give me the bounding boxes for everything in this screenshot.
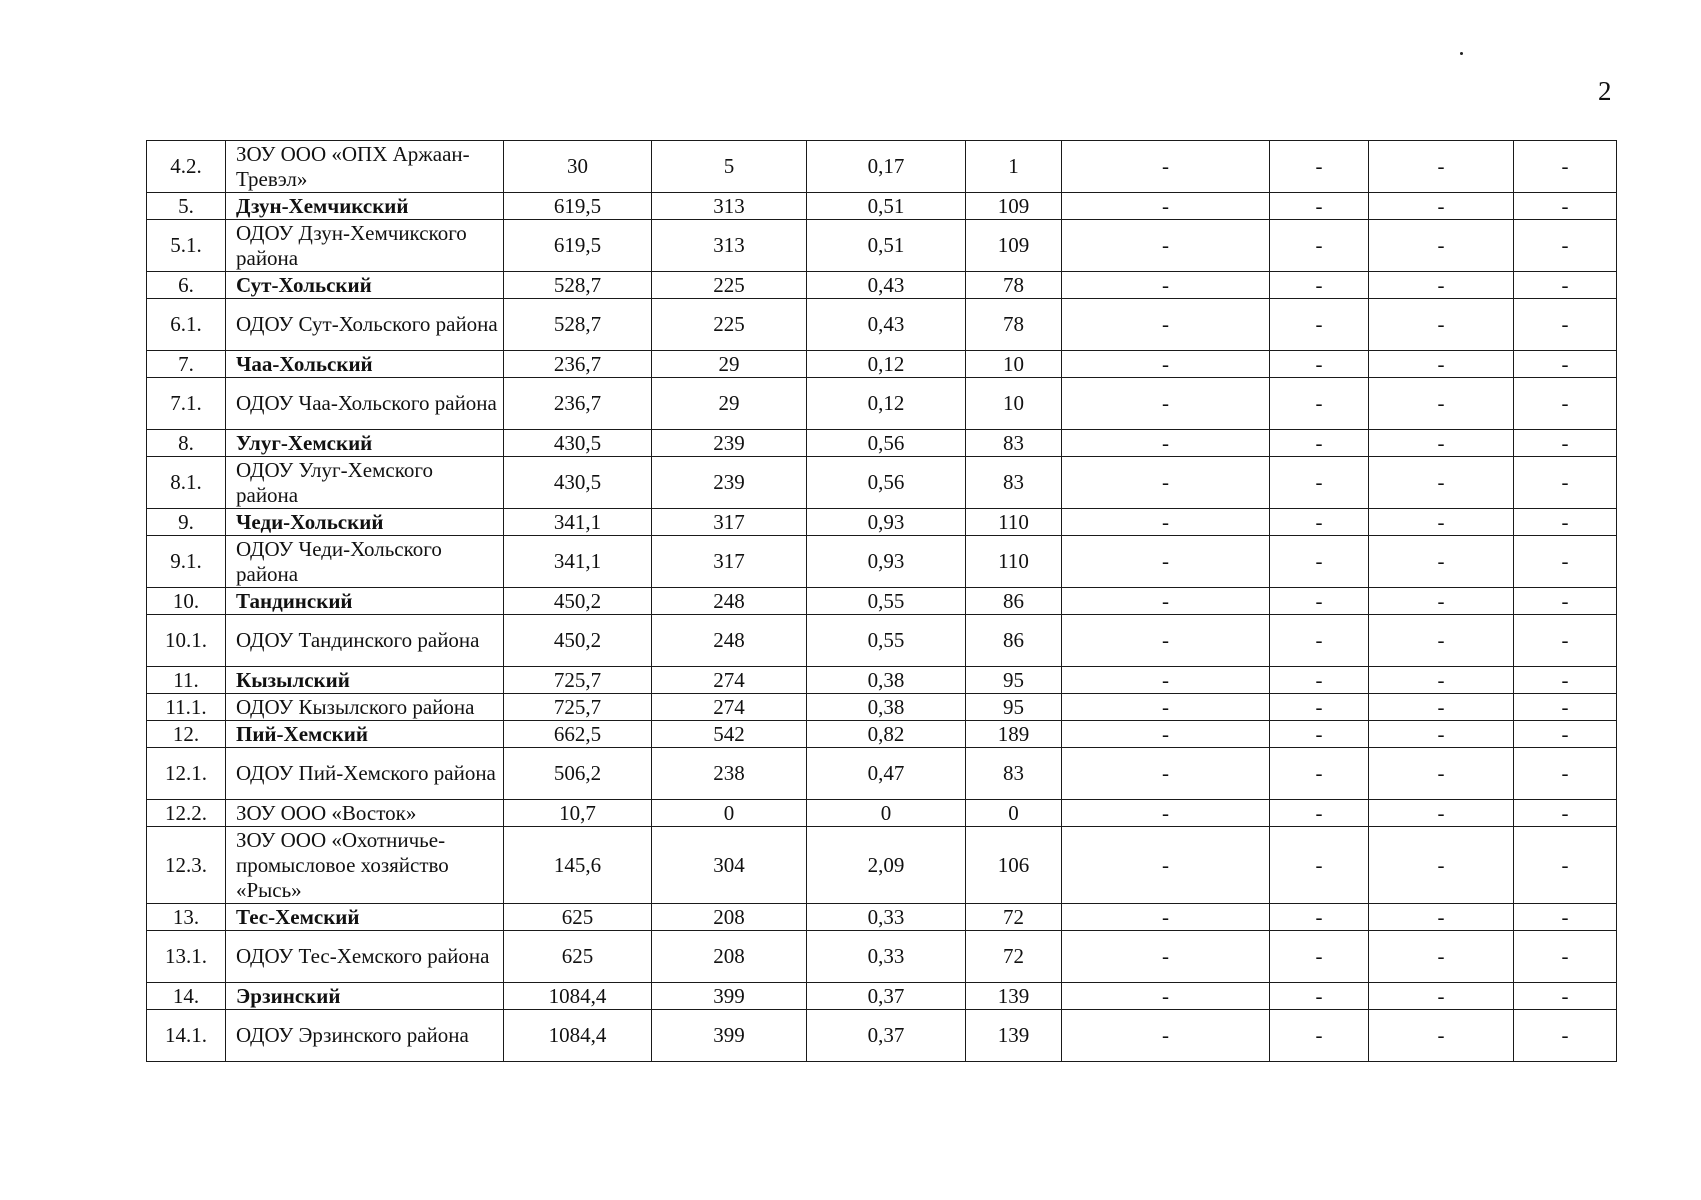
col5-cell: - (1062, 667, 1270, 694)
col5-cell: - (1062, 721, 1270, 748)
density-cell: 0,17 (807, 141, 966, 193)
density-cell: 0,51 (807, 193, 966, 220)
col7-cell: - (1369, 351, 1514, 378)
data-table (146, 140, 1617, 1062)
table-body (147, 141, 1617, 1062)
table-row (147, 588, 1617, 615)
quota-cell: 109 (966, 193, 1062, 220)
area-cell: 625 (504, 931, 652, 983)
col5-cell: - (1062, 272, 1270, 299)
table-row (147, 536, 1617, 588)
col6-cell: - (1270, 457, 1369, 509)
table-row (147, 299, 1617, 351)
quota-cell: 72 (966, 931, 1062, 983)
col5-cell: - (1062, 351, 1270, 378)
col7-cell: - (1369, 272, 1514, 299)
table-row (147, 220, 1617, 272)
density-cell: 0,37 (807, 983, 966, 1010)
density-cell: 0,47 (807, 748, 966, 800)
col7-cell: - (1369, 378, 1514, 430)
count-cell: 225 (652, 272, 807, 299)
row-number-cell: 6.1. (147, 299, 226, 351)
name-cell: ОДОУ Тандинского района (226, 615, 504, 667)
row-number-cell: 12.3. (147, 827, 226, 904)
count-cell: 313 (652, 193, 807, 220)
table-row (147, 667, 1617, 694)
name-cell: ОДОУ Кызылского района (226, 694, 504, 721)
col8-cell: - (1514, 588, 1617, 615)
area-cell: 528,7 (504, 272, 652, 299)
quota-cell: 78 (966, 272, 1062, 299)
table-row (147, 904, 1617, 931)
density-cell: 0,93 (807, 509, 966, 536)
col7-cell: - (1369, 1010, 1514, 1062)
name-cell: ОДОУ Эрзинского района (226, 1010, 504, 1062)
table-row (147, 378, 1617, 430)
col7-cell: - (1369, 983, 1514, 1010)
area-cell: 341,1 (504, 536, 652, 588)
col5-cell: - (1062, 430, 1270, 457)
table-row (147, 748, 1617, 800)
row-number-cell: 14.1. (147, 1010, 226, 1062)
col7-cell: - (1369, 931, 1514, 983)
count-cell: 248 (652, 588, 807, 615)
name-cell: ЗОУ ООО «Охотничье-промысловое хозяйство «Рысь» (226, 827, 504, 904)
col8-cell: - (1514, 509, 1617, 536)
col7-cell: - (1369, 615, 1514, 667)
row-number-cell: 12.2. (147, 800, 226, 827)
area-cell: 236,7 (504, 351, 652, 378)
quota-cell: 86 (966, 588, 1062, 615)
density-cell: 0,51 (807, 220, 966, 272)
col5-cell: - (1062, 983, 1270, 1010)
table-row (147, 1010, 1617, 1062)
area-cell: 725,7 (504, 667, 652, 694)
area-cell: 528,7 (504, 299, 652, 351)
col5-cell: - (1062, 378, 1270, 430)
col7-cell: - (1369, 827, 1514, 904)
name-cell: ОДОУ Сут-Хольского района (226, 299, 504, 351)
col7-cell: - (1369, 800, 1514, 827)
name-cell: ЗОУ ООО «ОПХ Аржаан-Тревэл» (226, 141, 504, 193)
col6-cell: - (1270, 827, 1369, 904)
col5-cell: - (1062, 299, 1270, 351)
col6-cell: - (1270, 694, 1369, 721)
count-cell: 238 (652, 748, 807, 800)
count-cell: 317 (652, 536, 807, 588)
col5-cell: - (1062, 904, 1270, 931)
row-number-cell: 7.1. (147, 378, 226, 430)
col7-cell: - (1369, 721, 1514, 748)
table-row (147, 931, 1617, 983)
col7-cell: - (1369, 193, 1514, 220)
quota-cell: 10 (966, 378, 1062, 430)
count-cell: 208 (652, 931, 807, 983)
area-cell: 725,7 (504, 694, 652, 721)
quota-cell: 78 (966, 299, 1062, 351)
density-cell: 0,82 (807, 721, 966, 748)
col6-cell: - (1270, 1010, 1369, 1062)
col6-cell: - (1270, 904, 1369, 931)
col7-cell: - (1369, 536, 1514, 588)
density-cell: 0,37 (807, 1010, 966, 1062)
name-cell: Тандинский (226, 588, 504, 615)
row-number-cell: 13.1. (147, 931, 226, 983)
area-cell: 662,5 (504, 721, 652, 748)
table-row (147, 509, 1617, 536)
col8-cell: - (1514, 748, 1617, 800)
quota-cell: 83 (966, 430, 1062, 457)
scan-speck (1460, 52, 1463, 55)
quota-cell: 139 (966, 1010, 1062, 1062)
col7-cell: - (1369, 748, 1514, 800)
area-cell: 341,1 (504, 509, 652, 536)
col8-cell: - (1514, 351, 1617, 378)
count-cell: 542 (652, 721, 807, 748)
name-cell: Улуг-Хемский (226, 430, 504, 457)
table-row (147, 272, 1617, 299)
density-cell: 0,55 (807, 615, 966, 667)
area-cell: 145,6 (504, 827, 652, 904)
col8-cell: - (1514, 272, 1617, 299)
row-number-cell: 12.1. (147, 748, 226, 800)
col5-cell: - (1062, 220, 1270, 272)
count-cell: 313 (652, 220, 807, 272)
quota-cell: 0 (966, 800, 1062, 827)
name-cell: ОДОУ Пий-Хемского района (226, 748, 504, 800)
name-cell: ЗОУ ООО «Восток» (226, 800, 504, 827)
col6-cell: - (1270, 272, 1369, 299)
area-cell: 625 (504, 904, 652, 931)
name-cell: ОДОУ Чеди-Хольского района (226, 536, 504, 588)
quota-cell: 106 (966, 827, 1062, 904)
col6-cell: - (1270, 509, 1369, 536)
col5-cell: - (1062, 588, 1270, 615)
col6-cell: - (1270, 430, 1369, 457)
density-cell: 0,33 (807, 931, 966, 983)
col8-cell: - (1514, 220, 1617, 272)
table-row (147, 983, 1617, 1010)
row-number-cell: 8.1. (147, 457, 226, 509)
count-cell: 317 (652, 509, 807, 536)
col7-cell: - (1369, 299, 1514, 351)
quota-cell: 83 (966, 457, 1062, 509)
quota-cell: 189 (966, 721, 1062, 748)
col5-cell: - (1062, 694, 1270, 721)
row-number-cell: 8. (147, 430, 226, 457)
name-cell: Эрзинский (226, 983, 504, 1010)
col8-cell: - (1514, 193, 1617, 220)
row-number-cell: 13. (147, 904, 226, 931)
col7-cell: - (1369, 430, 1514, 457)
area-cell: 1084,4 (504, 983, 652, 1010)
quota-cell: 95 (966, 694, 1062, 721)
area-cell: 619,5 (504, 193, 652, 220)
col7-cell: - (1369, 588, 1514, 615)
quota-cell: 110 (966, 509, 1062, 536)
col8-cell: - (1514, 800, 1617, 827)
density-cell: 0,93 (807, 536, 966, 588)
table-row (147, 351, 1617, 378)
row-number-cell: 10.1. (147, 615, 226, 667)
table-row (147, 721, 1617, 748)
count-cell: 399 (652, 983, 807, 1010)
col8-cell: - (1514, 667, 1617, 694)
name-cell: Сут-Хольский (226, 272, 504, 299)
density-cell: 0,43 (807, 299, 966, 351)
row-number-cell: 11. (147, 667, 226, 694)
col5-cell: - (1062, 193, 1270, 220)
col8-cell: - (1514, 299, 1617, 351)
col8-cell: - (1514, 141, 1617, 193)
col6-cell: - (1270, 931, 1369, 983)
table-row (147, 827, 1617, 904)
row-number-cell: 14. (147, 983, 226, 1010)
col7-cell: - (1369, 141, 1514, 193)
col6-cell: - (1270, 721, 1369, 748)
count-cell: 29 (652, 351, 807, 378)
density-cell: 0,43 (807, 272, 966, 299)
col5-cell: - (1062, 931, 1270, 983)
col5-cell: - (1062, 1010, 1270, 1062)
col8-cell: - (1514, 827, 1617, 904)
row-number-cell: 11.1. (147, 694, 226, 721)
name-cell: Тес-Хемский (226, 904, 504, 931)
col6-cell: - (1270, 983, 1369, 1010)
col7-cell: - (1369, 904, 1514, 931)
area-cell: 430,5 (504, 430, 652, 457)
quota-cell: 10 (966, 351, 1062, 378)
name-cell: ОДОУ Тес-Хемского района (226, 931, 504, 983)
col7-cell: - (1369, 220, 1514, 272)
table-row (147, 430, 1617, 457)
col5-cell: - (1062, 141, 1270, 193)
col6-cell: - (1270, 536, 1369, 588)
density-cell: 0,38 (807, 694, 966, 721)
quota-cell: 110 (966, 536, 1062, 588)
col5-cell: - (1062, 827, 1270, 904)
col6-cell: - (1270, 748, 1369, 800)
row-number-cell: 9. (147, 509, 226, 536)
col8-cell: - (1514, 904, 1617, 931)
count-cell: 399 (652, 1010, 807, 1062)
col7-cell: - (1369, 694, 1514, 721)
count-cell: 274 (652, 667, 807, 694)
quota-cell: 1 (966, 141, 1062, 193)
quota-cell: 95 (966, 667, 1062, 694)
table-row (147, 141, 1617, 193)
name-cell: Чаа-Хольский (226, 351, 504, 378)
name-cell: Пий-Хемский (226, 721, 504, 748)
col8-cell: - (1514, 721, 1617, 748)
quota-cell: 109 (966, 220, 1062, 272)
col6-cell: - (1270, 615, 1369, 667)
area-cell: 1084,4 (504, 1010, 652, 1062)
density-cell: 0,33 (807, 904, 966, 931)
col7-cell: - (1369, 509, 1514, 536)
quota-cell: 83 (966, 748, 1062, 800)
col5-cell: - (1062, 748, 1270, 800)
col5-cell: - (1062, 615, 1270, 667)
table-row (147, 615, 1617, 667)
col7-cell: - (1369, 457, 1514, 509)
count-cell: 239 (652, 430, 807, 457)
col8-cell: - (1514, 983, 1617, 1010)
row-number-cell: 9.1. (147, 536, 226, 588)
area-cell: 450,2 (504, 615, 652, 667)
area-cell: 30 (504, 141, 652, 193)
col6-cell: - (1270, 141, 1369, 193)
row-number-cell: 7. (147, 351, 226, 378)
col8-cell: - (1514, 694, 1617, 721)
name-cell: ОДОУ Дзун-Хемчикского района (226, 220, 504, 272)
row-number-cell: 10. (147, 588, 226, 615)
row-number-cell: 5.1. (147, 220, 226, 272)
area-cell: 506,2 (504, 748, 652, 800)
count-cell: 248 (652, 615, 807, 667)
col8-cell: - (1514, 1010, 1617, 1062)
table-row (147, 694, 1617, 721)
density-cell: 0 (807, 800, 966, 827)
area-cell: 450,2 (504, 588, 652, 615)
area-cell: 236,7 (504, 378, 652, 430)
col7-cell: - (1369, 667, 1514, 694)
density-cell: 0,55 (807, 588, 966, 615)
row-number-cell: 4.2. (147, 141, 226, 193)
count-cell: 239 (652, 457, 807, 509)
name-cell: Дзун-Хемчикский (226, 193, 504, 220)
density-cell: 0,12 (807, 378, 966, 430)
col8-cell: - (1514, 536, 1617, 588)
col6-cell: - (1270, 588, 1369, 615)
col6-cell: - (1270, 378, 1369, 430)
density-cell: 0,38 (807, 667, 966, 694)
count-cell: 304 (652, 827, 807, 904)
count-cell: 208 (652, 904, 807, 931)
quota-cell: 72 (966, 904, 1062, 931)
density-cell: 0,56 (807, 430, 966, 457)
table-row (147, 800, 1617, 827)
col8-cell: - (1514, 430, 1617, 457)
col5-cell: - (1062, 536, 1270, 588)
area-cell: 10,7 (504, 800, 652, 827)
col8-cell: - (1514, 378, 1617, 430)
col6-cell: - (1270, 299, 1369, 351)
count-cell: 5 (652, 141, 807, 193)
row-number-cell: 5. (147, 193, 226, 220)
count-cell: 225 (652, 299, 807, 351)
col8-cell: - (1514, 457, 1617, 509)
density-cell: 0,12 (807, 351, 966, 378)
quota-cell: 139 (966, 983, 1062, 1010)
col6-cell: - (1270, 220, 1369, 272)
col8-cell: - (1514, 615, 1617, 667)
table-row (147, 193, 1617, 220)
col5-cell: - (1062, 457, 1270, 509)
col6-cell: - (1270, 193, 1369, 220)
quota-cell: 86 (966, 615, 1062, 667)
table-row (147, 457, 1617, 509)
name-cell: ОДОУ Улуг-Хемского района (226, 457, 504, 509)
density-cell: 0,56 (807, 457, 966, 509)
row-number-cell: 6. (147, 272, 226, 299)
name-cell: Кызылский (226, 667, 504, 694)
page-number: 2 (1598, 76, 1612, 106)
col6-cell: - (1270, 351, 1369, 378)
col8-cell: - (1514, 931, 1617, 983)
col5-cell: - (1062, 509, 1270, 536)
count-cell: 0 (652, 800, 807, 827)
col6-cell: - (1270, 667, 1369, 694)
density-cell: 2,09 (807, 827, 966, 904)
name-cell: ОДОУ Чаа-Хольского района (226, 378, 504, 430)
name-cell: Чеди-Хольский (226, 509, 504, 536)
count-cell: 274 (652, 694, 807, 721)
area-cell: 619,5 (504, 220, 652, 272)
col6-cell: - (1270, 800, 1369, 827)
area-cell: 430,5 (504, 457, 652, 509)
col5-cell: - (1062, 800, 1270, 827)
row-number-cell: 12. (147, 721, 226, 748)
count-cell: 29 (652, 378, 807, 430)
